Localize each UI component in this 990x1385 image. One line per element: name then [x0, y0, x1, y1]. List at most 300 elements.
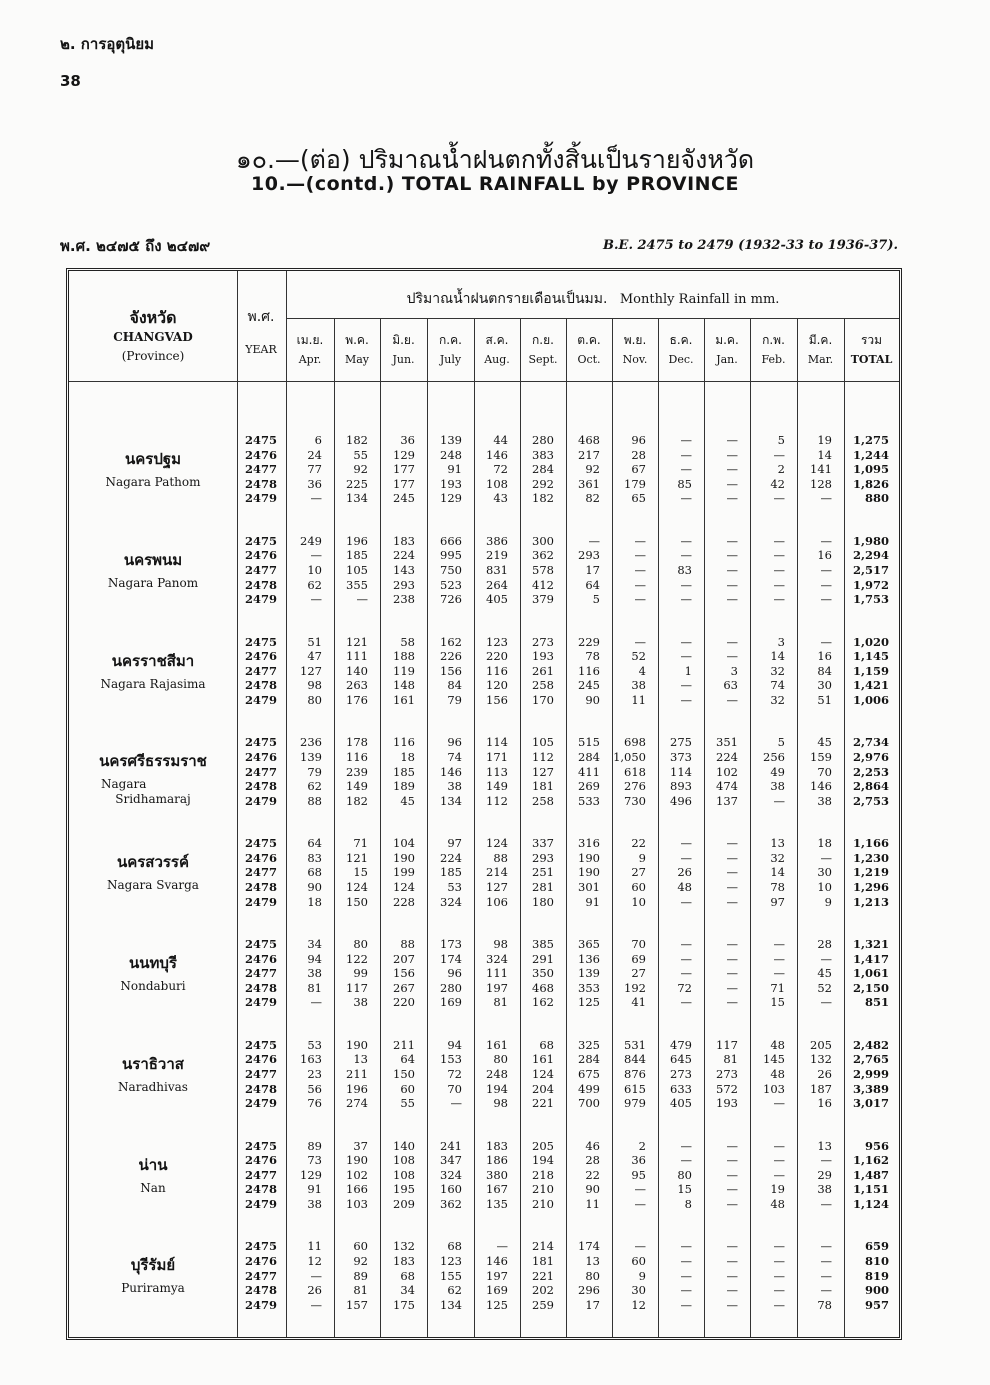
year-cell: 2476 — [244, 1052, 277, 1067]
rainfall-cell: 276 — [624, 779, 646, 794]
rainfall-cell: 74 — [447, 750, 462, 764]
rainfall-cell: 177 — [393, 476, 415, 491]
province-name-english: Nagara Svarga — [107, 878, 199, 893]
month-header-thai: ธ.ค. — [669, 333, 693, 347]
rainfall-cell: 22 — [585, 1167, 600, 1182]
rainfall-cell: 80 — [353, 937, 368, 951]
rainfall-cell: 193 — [440, 476, 462, 491]
rainfall-cell: 81 — [307, 980, 322, 995]
rainfall-cell: 362 — [532, 548, 554, 563]
month-header — [474, 330, 520, 370]
province-name-english: Nagara Rajasima — [100, 676, 206, 691]
total-cell: 1,417 — [852, 951, 889, 966]
rainfall-cell: 81 — [723, 1052, 738, 1067]
rainfall-cell: — — [820, 1197, 832, 1211]
rainfall-cell: 156 — [393, 966, 415, 981]
rainfall-cell: 645 — [670, 1052, 692, 1067]
rainfall-cell: — — [726, 447, 738, 462]
month-header-english: Jan. — [716, 353, 738, 366]
rainfall-cell: 355 — [346, 577, 368, 592]
rainfall-cell: 64 — [585, 577, 600, 592]
year-cell: 2478 — [244, 577, 277, 592]
rainfall-cell: 267 — [393, 980, 415, 995]
rainfall-cell: 24 — [307, 447, 322, 462]
rainfall-cell: — — [726, 548, 738, 563]
rainfall-cell: 89 — [353, 1268, 368, 1283]
rainfall-cell: — — [773, 548, 785, 563]
month-header — [566, 330, 612, 370]
total-cell: 1,826 — [852, 476, 889, 491]
year-cell: 2479 — [244, 1197, 277, 1211]
rainfall-cell: 122 — [346, 951, 368, 966]
rainfall-cell: 30 — [631, 1283, 646, 1298]
rainfall-cell: 116 — [486, 663, 508, 678]
rainfall-cell: — — [773, 1297, 785, 1312]
month-header — [334, 330, 380, 370]
rainfall-cell: 224 — [393, 548, 415, 563]
total-cell: 1,487 — [852, 1167, 889, 1182]
rainfall-cell: 85 — [677, 476, 692, 491]
rainfall-cell: 324 — [440, 894, 462, 909]
rainfall-cell: 81 — [493, 995, 508, 1010]
total-cell: 2,999 — [852, 1067, 889, 1081]
rainfall-cell: 96 — [447, 966, 462, 981]
province-name-thai: นครศรีธรรมราช — [99, 752, 207, 771]
rainfall-cell: — — [726, 880, 738, 894]
rainfall-cell: 162 — [440, 634, 462, 649]
total-cell: 1,061 — [852, 966, 889, 981]
rainfall-cell: 45 — [817, 966, 832, 981]
rainfall-cell: 38 — [631, 678, 646, 693]
rainfall-cell: 26 — [817, 1067, 832, 1081]
rainfall-cell: 91 — [307, 1182, 322, 1197]
month-header — [704, 330, 750, 370]
rainfall-cell: 249 — [300, 533, 322, 548]
total-cell: 2,482 — [852, 1037, 889, 1052]
total-cell: 2,976 — [852, 750, 889, 764]
rainfall-cell: 1,050 — [613, 750, 646, 764]
rainfall-cell: 259 — [532, 1297, 554, 1312]
rainfall-cell: — — [680, 649, 692, 664]
rainfall-cell: — — [773, 1239, 785, 1254]
rainfall-cell: 127 — [300, 663, 322, 678]
month-header-english: Nov. — [622, 353, 648, 366]
rainfall-cell: 26 — [677, 865, 692, 880]
rainfall-cell: 108 — [486, 476, 508, 491]
total-cell: 1,980 — [852, 533, 889, 548]
rainfall-cell: 117 — [346, 980, 368, 995]
province-label — [69, 1052, 237, 1095]
rainfall-cell: 127 — [486, 880, 508, 894]
rainfall-cell: 666 — [440, 533, 462, 548]
total-cell: 2,517 — [852, 563, 889, 577]
rainfall-cell: 80 — [307, 693, 322, 707]
rainfall-cell: 209 — [393, 1197, 415, 1211]
rainfall-cell: 9 — [638, 1268, 646, 1283]
rainfall-cell: 167 — [486, 1182, 508, 1197]
rainfall-cell: 29 — [817, 1167, 832, 1182]
rainfall-cell: 102 — [716, 764, 738, 779]
province-header-thai: จังหวัด — [129, 308, 177, 327]
rainfall-cell: 60 — [400, 1081, 415, 1096]
total-cell: 1,244 — [852, 447, 889, 462]
rainfall-cell: 196 — [346, 1081, 368, 1096]
year-cell: 2476 — [244, 750, 277, 764]
rainfall-cell: — — [726, 966, 738, 981]
rainfall-cell: 70 — [631, 937, 646, 951]
rainfall-cell: — — [310, 1297, 322, 1312]
rainfall-cell: 197 — [486, 980, 508, 995]
rainfall-cell: 675 — [578, 1067, 600, 1081]
rainfall-cell: 116 — [393, 735, 415, 750]
rainfall-cell: 32 — [770, 850, 785, 865]
month-header-english: Sept. — [528, 353, 558, 366]
monthly-header-english: Monthly Rainfall in mm. — [619, 292, 780, 307]
total-cell: 2,765 — [852, 1052, 889, 1067]
rainfall-cell: — — [773, 937, 785, 951]
rainfall-cell: 5 — [592, 592, 600, 607]
rainfall-cell: 219 — [486, 548, 508, 563]
rainfall-cell: 284 — [578, 750, 600, 764]
rainfall-cell: 67 — [631, 462, 646, 477]
month-header-english: Dec. — [668, 353, 694, 366]
rainfall-cell: — — [680, 995, 692, 1010]
rainfall-cell: — — [773, 1167, 785, 1182]
rainfall-cell: 10 — [307, 563, 322, 577]
rainfall-cell: 380 — [486, 1167, 508, 1182]
rainfall-cell: — — [726, 693, 738, 707]
rainfall-cell: — — [588, 533, 600, 548]
rainfall-cell: 38 — [307, 1197, 322, 1211]
rainfall-cell: 48 — [770, 1037, 785, 1052]
rainfall-cell: 43 — [493, 491, 508, 506]
rainfall-cell: 71 — [770, 980, 785, 995]
rainfall-cell: 2 — [638, 1138, 646, 1153]
rainfall-cell: 251 — [532, 865, 554, 880]
year-cell: 2478 — [244, 1283, 277, 1298]
rainfall-cell: 96 — [447, 735, 462, 750]
rainfall-cell: 274 — [346, 1096, 368, 1111]
province-label — [69, 850, 237, 893]
month-header-thai: เม.ย. — [296, 333, 324, 347]
year-cell: 2478 — [244, 779, 277, 794]
rainfall-cell: 173 — [440, 937, 462, 951]
province-name-thai: น่าน — [138, 1155, 168, 1174]
rainfall-cell: 97 — [770, 894, 785, 909]
province-label — [69, 1153, 237, 1196]
total-cell: 1,230 — [852, 850, 889, 865]
rainfall-cell: 185 — [346, 548, 368, 563]
rainfall-cell: 256 — [763, 750, 785, 764]
province-name-english: Puriramya — [121, 1281, 185, 1296]
rainfall-cell: 64 — [400, 1052, 415, 1067]
rainfall-cell: 16 — [817, 1096, 832, 1111]
rainfall-cell: 214 — [532, 1239, 554, 1254]
year-cell: 2479 — [244, 1297, 277, 1312]
rainfall-cell: 129 — [440, 491, 462, 506]
rainfall-cell: 385 — [532, 937, 554, 951]
rainfall-cell: 48 — [677, 880, 692, 894]
rainfall-cell: 269 — [578, 779, 600, 794]
rainfall-cell: 132 — [810, 1052, 832, 1067]
rainfall-cell: 6 — [314, 433, 322, 447]
rainfall-cell: — — [773, 966, 785, 981]
rainfall-cell: 180 — [532, 894, 554, 909]
rainfall-cell: 114 — [486, 735, 508, 750]
month-header-thai: มิ.ย. — [392, 333, 415, 347]
rainfall-cell: 22 — [631, 836, 646, 851]
rainfall-cell: 48 — [770, 1067, 785, 1081]
year-cell: 2479 — [244, 793, 277, 808]
rainfall-cell: 80 — [677, 1167, 692, 1182]
rainfall-cell: 844 — [624, 1052, 646, 1067]
rainfall-cell: 11 — [585, 1197, 600, 1211]
rainfall-cell: 111 — [486, 966, 508, 981]
rainfall-cell: 210 — [532, 1197, 554, 1211]
rainfall-cell: 18 — [400, 750, 415, 764]
rainfall-cell: 51 — [817, 693, 832, 707]
rainfall-cell: 205 — [810, 1037, 832, 1052]
rainfall-cell: 241 — [440, 1138, 462, 1153]
month-header-english: July — [439, 353, 462, 366]
rainfall-cell: — — [680, 1153, 692, 1168]
rainfall-cell: 78 — [817, 1297, 832, 1312]
rainfall-cell: 37 — [353, 1138, 368, 1153]
rainfall-cell: 171 — [486, 750, 508, 764]
header-rule — [69, 381, 899, 382]
rainfall-cell: 499 — [578, 1081, 600, 1096]
rainfall-cell: 76 — [307, 1096, 322, 1111]
month-header — [427, 330, 474, 370]
rainfall-cell: 176 — [346, 693, 368, 707]
month-header-thai: ต.ค. — [577, 333, 601, 347]
rainfall-cell: 239 — [346, 764, 368, 779]
rainfall-cell: 248 — [440, 447, 462, 462]
rainfall-cell: 13 — [353, 1052, 368, 1067]
rainfall-cell: 80 — [585, 1268, 600, 1283]
rainfall-cell: 169 — [440, 995, 462, 1010]
rainfall-cell: 117 — [716, 1037, 738, 1052]
month-header-english: Aug. — [484, 353, 510, 366]
rainfall-cell: 183 — [393, 1254, 415, 1268]
province-name-thai: นราธิวาส — [122, 1054, 184, 1073]
rainfall-cell: 188 — [393, 649, 415, 664]
rainfall-cell: 38 — [353, 995, 368, 1010]
rainfall-cell: 10 — [631, 894, 646, 909]
rainfall-cell: 995 — [440, 548, 462, 563]
rainfall-cell: 13 — [817, 1138, 832, 1153]
rainfall-cell: 379 — [532, 592, 554, 607]
rainfall-cell: 195 — [393, 1182, 415, 1197]
rainfall-cell: 156 — [486, 693, 508, 707]
rainfall-cell: 572 — [716, 1081, 738, 1096]
month-header-english: Jun. — [392, 353, 415, 366]
rainfall-cell: 324 — [440, 1167, 462, 1182]
rainfall-cell: 229 — [578, 634, 600, 649]
rainfall-cell: 181 — [532, 779, 554, 794]
year-cell: 2476 — [244, 1153, 277, 1168]
rainfall-cell: 226 — [440, 649, 462, 664]
rainfall-cell: — — [726, 462, 738, 477]
rainfall-cell: 36 — [307, 476, 322, 491]
rainfall-cell: 150 — [393, 1067, 415, 1081]
rainfall-cell: 578 — [532, 563, 554, 577]
rainfall-cell: 88 — [493, 850, 508, 865]
rainfall-cell: 120 — [486, 678, 508, 693]
rainfall-cell: 128 — [810, 476, 832, 491]
rainfall-cell: 65 — [631, 491, 646, 506]
rainfall-cell: 236 — [300, 735, 322, 750]
rainfall-cell: 27 — [631, 865, 646, 880]
month-header-thai: ก.พ. — [762, 333, 785, 347]
rainfall-cell: 129 — [393, 447, 415, 462]
rainfall-cell: — — [680, 634, 692, 649]
rainfall-cell: — — [680, 447, 692, 462]
year-cell: 2477 — [244, 1268, 277, 1283]
rainfall-cell: 273 — [716, 1067, 738, 1081]
rainfall-cell: 224 — [440, 850, 462, 865]
month-header-thai: ก.ย. — [532, 333, 554, 347]
month-header-english: Oct. — [577, 353, 601, 366]
rainfall-cell: 15 — [770, 995, 785, 1010]
rainfall-cell: 220 — [393, 995, 415, 1010]
year-cell: 2475 — [244, 634, 277, 649]
rainfall-cell: — — [726, 1182, 738, 1197]
year-cell: 2478 — [244, 476, 277, 491]
rainfall-cell: — — [496, 1239, 508, 1254]
rainfall-cell: — — [820, 1153, 832, 1168]
rainfall-cell: 140 — [346, 663, 368, 678]
rainfall-cell: 42 — [770, 476, 785, 491]
rainfall-cell: 194 — [486, 1081, 508, 1096]
rainfall-cell: — — [820, 563, 832, 577]
rainfall-cell: 166 — [346, 1182, 368, 1197]
year-header-thai: พ.ศ. — [247, 309, 275, 325]
rainfall-cell: 105 — [346, 563, 368, 577]
rainfall-cell: — — [726, 1197, 738, 1211]
total-cell: 1,020 — [852, 634, 889, 649]
rainfall-cell: 190 — [578, 850, 600, 865]
province-label — [69, 548, 237, 591]
rainfall-cell: 202 — [532, 1283, 554, 1298]
rainfall-cell: 284 — [578, 1052, 600, 1067]
total-cell: 1,296 — [852, 880, 889, 894]
rainfall-cell: 5 — [777, 735, 785, 750]
rainfall-cell: 186 — [486, 1153, 508, 1168]
rainfall-cell: — — [726, 433, 738, 447]
rainfall-cell: 106 — [486, 894, 508, 909]
year-cell: 2478 — [244, 880, 277, 894]
rainfall-cell: 162 — [532, 995, 554, 1010]
rainfall-cell: 80 — [493, 1052, 508, 1067]
rainfall-cell: 156 — [440, 663, 462, 678]
rainfall-cell: 139 — [578, 966, 600, 981]
rainfall-cell: 187 — [810, 1081, 832, 1096]
rainfall-cell: 726 — [440, 592, 462, 607]
rainfall-cell: 301 — [578, 880, 600, 894]
title-thai: ๑๐.—(ต่อ) ปริมาณน้ำฝนตกทั้งสิ้นเป็นรายจังหวัด — [235, 145, 755, 174]
total-cell: 1,151 — [852, 1182, 889, 1197]
rainfall-cell: 112 — [486, 793, 508, 808]
rainfall-cell: — — [310, 995, 322, 1010]
rainfall-cell: — — [680, 836, 692, 851]
rainfall-cell: — — [680, 1239, 692, 1254]
province-label — [69, 447, 237, 490]
rainfall-cell: — — [634, 1197, 646, 1211]
rainfall-cell: 102 — [346, 1167, 368, 1182]
rainfall-cell: 13 — [585, 1254, 600, 1268]
rainfall-cell: 78 — [585, 649, 600, 664]
rainfall-cell: 214 — [486, 865, 508, 880]
year-cell: 2475 — [244, 937, 277, 951]
rainfall-cell: 73 — [307, 1153, 322, 1168]
rainfall-cell: — — [773, 1283, 785, 1298]
rainfall-cell: 28 — [817, 937, 832, 951]
rainfall-cell: 140 — [393, 1138, 415, 1153]
rainfall-cell: 12 — [307, 1254, 322, 1268]
year-cell: 2479 — [244, 592, 277, 607]
page-header-left: ๒. การอุตุนิยม — [60, 35, 155, 53]
rainfall-cell: — — [773, 577, 785, 592]
month-header — [520, 330, 566, 370]
rainfall-cell: 347 — [440, 1153, 462, 1168]
rainfall-cell: 143 — [393, 563, 415, 577]
rainfall-cell: 169 — [486, 1283, 508, 1298]
rainfall-cell: — — [820, 592, 832, 607]
rainfall-cell: 108 — [393, 1153, 415, 1168]
rainfall-cell: — — [773, 1138, 785, 1153]
rainfall-cell: — — [820, 1254, 832, 1268]
rainfall-cell: — — [310, 548, 322, 563]
rainfall-cell: 979 — [624, 1096, 646, 1111]
rainfall-cell: 291 — [532, 951, 554, 966]
rainfall-cell: — — [773, 563, 785, 577]
year-cell: 2478 — [244, 980, 277, 995]
rainfall-cell: 81 — [353, 1283, 368, 1298]
rainfall-cell: — — [726, 1153, 738, 1168]
year-cell: 2476 — [244, 548, 277, 563]
rainfall-cell: 700 — [578, 1096, 600, 1111]
year-cell: 2479 — [244, 693, 277, 707]
rainfall-cell: 190 — [346, 1153, 368, 1168]
year-cell: 2476 — [244, 951, 277, 966]
rainfall-cell: 62 — [447, 1283, 462, 1298]
month-header — [844, 330, 899, 370]
rainfall-cell: 8 — [684, 1197, 692, 1211]
province-name-english: Nan — [140, 1180, 166, 1195]
rainfall-cell: — — [773, 951, 785, 966]
rainfall-cell: 47 — [307, 649, 322, 664]
rainfall-cell: 618 — [624, 764, 646, 779]
rainfall-cell: 116 — [578, 663, 600, 678]
year-cell: 2475 — [244, 836, 277, 851]
rainfall-cell: 149 — [486, 779, 508, 794]
rainfall-cell: 14 — [770, 649, 785, 664]
rainfall-cell: 615 — [624, 1081, 646, 1096]
month-header-english: Feb. — [761, 353, 786, 366]
rainfall-cell: — — [726, 980, 738, 995]
total-cell: 1,753 — [852, 592, 889, 607]
rainfall-cell: — — [680, 966, 692, 981]
province-name-english: Nondaburi — [120, 979, 186, 993]
rainfall-cell: 11 — [307, 1239, 322, 1254]
month-header — [658, 330, 704, 370]
province-name-english: Naradhivas — [118, 1079, 188, 1094]
rainfall-cell: 134 — [346, 491, 368, 506]
rainfall-cell: 284 — [532, 462, 554, 477]
rainfall-cell: — — [726, 1167, 738, 1182]
total-cell: 900 — [864, 1283, 889, 1298]
